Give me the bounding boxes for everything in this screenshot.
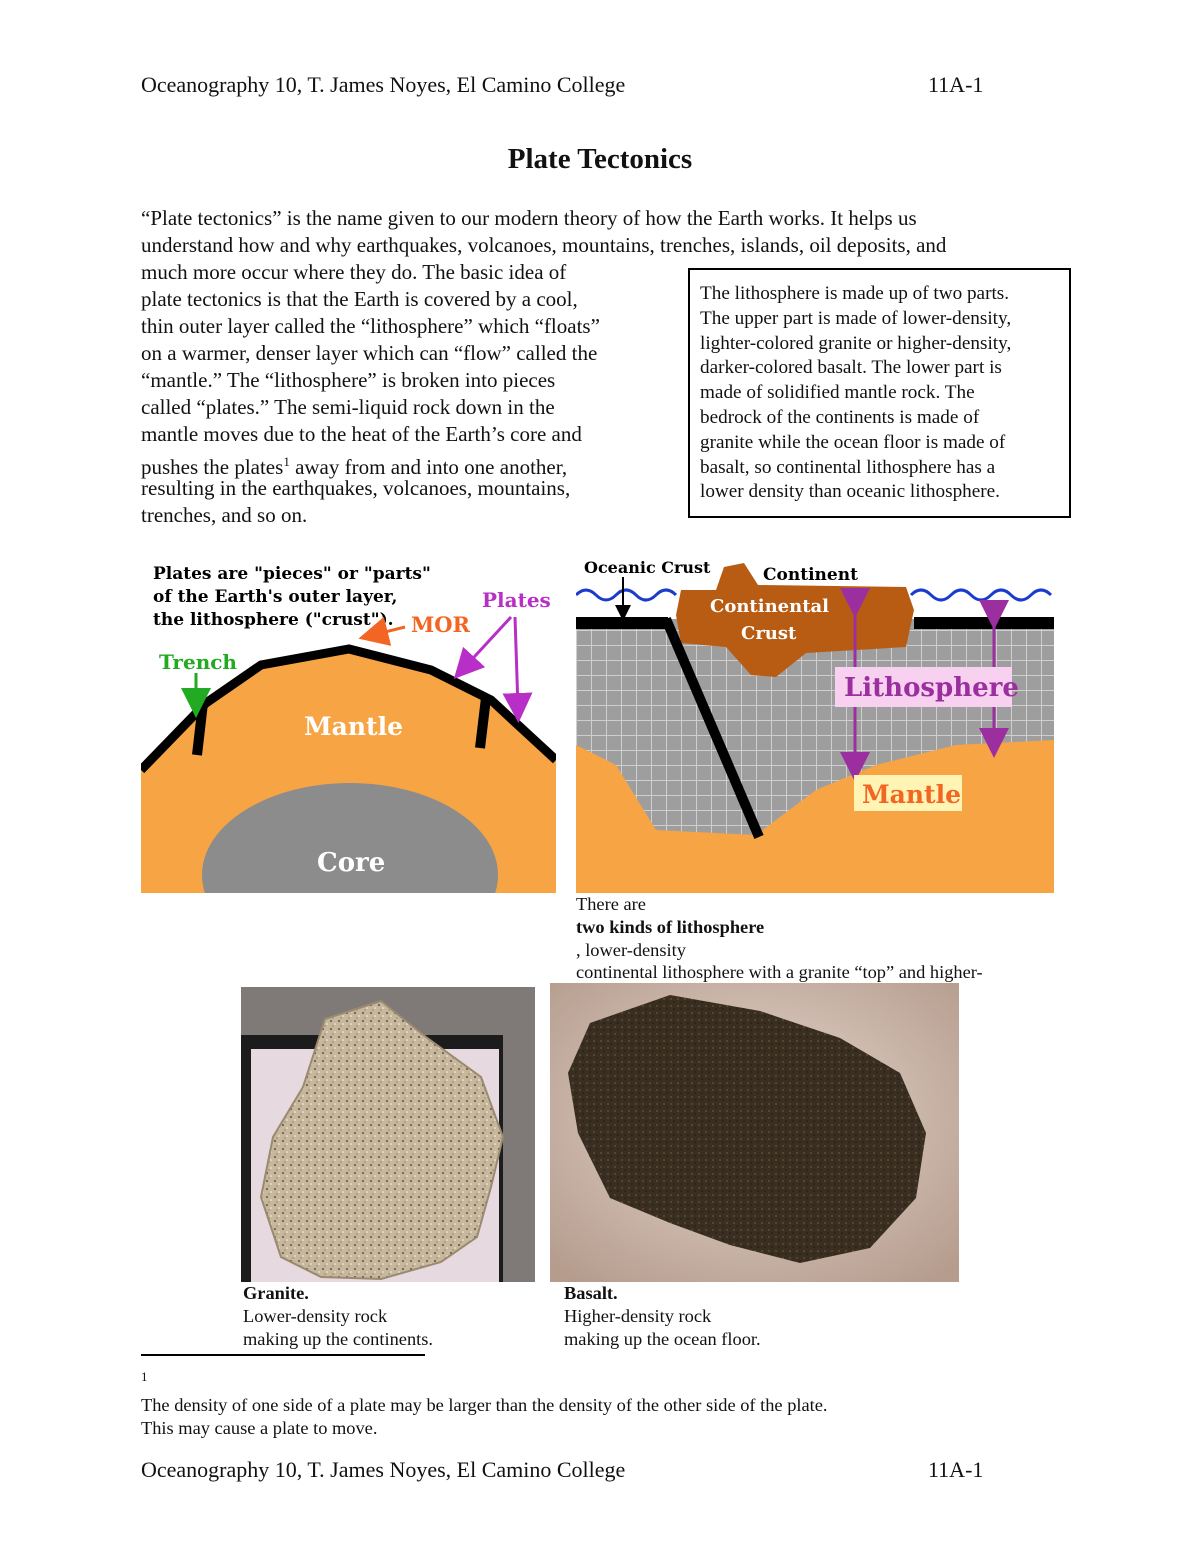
intro-line: on a warmer, denser layer which can “flow” called the bbox=[141, 341, 598, 365]
continental-crust-label-1: Continental bbox=[710, 596, 830, 617]
footnote-divider bbox=[141, 1354, 425, 1356]
intro-line: thin outer layer called the “lithosphere” which “floats” bbox=[141, 314, 600, 338]
sidebox-line: The upper part is made of lower-density, bbox=[700, 307, 1012, 329]
lithosphere-sidebox bbox=[688, 268, 1071, 518]
footnote bbox=[141, 1366, 828, 1440]
sidebox-line: made of solidified mantle rock. The bbox=[700, 382, 975, 404]
plates-note-line: of the Earth's outer layer, bbox=[153, 587, 398, 607]
lithosphere-label: Lithosphere bbox=[844, 673, 1019, 703]
footnote-line: This may cause a plate to move. bbox=[141, 1417, 378, 1438]
core-label: Core bbox=[317, 848, 386, 878]
intro-line: called “plates.” The semi-liquid rock down in the bbox=[141, 395, 555, 419]
caption-line: Granite. Lower-density rock bbox=[243, 1283, 388, 1326]
continental-crust-label-2: Crust bbox=[741, 623, 797, 644]
page-header-course: Oceanography 10, T. James Noyes, El Camino College bbox=[141, 72, 626, 97]
plates-label: Plates bbox=[482, 588, 551, 612]
page-title: Plate Tectonics bbox=[507, 143, 693, 175]
oceanic-crust-label: Oceanic Crust bbox=[584, 558, 711, 577]
mantle-label: Mantle bbox=[862, 780, 961, 809]
intro-line: mantle moves due to the heat of the Earth’s core and bbox=[141, 422, 582, 446]
page-footer-number: 11A-1 bbox=[928, 1457, 984, 1482]
intro-line: resulting in the earthquakes, volcanoes, mountains, bbox=[141, 476, 571, 500]
subducting-plate-right bbox=[480, 698, 486, 748]
caption-line: continental lithosphere with a granite “top” and higher- bbox=[576, 962, 983, 983]
granite-photo bbox=[241, 987, 535, 1282]
granite-caption bbox=[243, 1282, 433, 1350]
sidebox-line: basalt, so continental lithosphere has a bbox=[700, 456, 996, 478]
intro-line: trenches, and so on. bbox=[141, 503, 308, 527]
oceanic-plate-top bbox=[576, 617, 668, 629]
intro-line: understand how and why earthquakes, volcanoes, mountains, trenches, islands, oil deposits, and bbox=[141, 233, 947, 257]
basalt-caption bbox=[564, 1282, 761, 1350]
caption-line: making up the ocean floor. bbox=[564, 1328, 761, 1349]
plates-arrow-1 bbox=[464, 617, 511, 668]
caption-line: making up the continents. bbox=[243, 1328, 434, 1349]
trench-label: Trench bbox=[159, 650, 237, 674]
caption-line: Basalt. Higher-density rock bbox=[564, 1283, 712, 1326]
continental-plate-top bbox=[914, 617, 1054, 629]
caption-line: There are two kinds of lithosphere , lower-density bbox=[576, 894, 765, 960]
plates-note-line: Plates are "pieces" or "parts" bbox=[153, 564, 431, 584]
continent-label: Continent bbox=[763, 565, 858, 585]
mor-label: MOR bbox=[411, 612, 470, 637]
footnote-ref[interactable]: 1 bbox=[283, 454, 290, 469]
intro-line: “mantle.” The “lithosphere” is broken into pieces bbox=[141, 368, 556, 392]
plates-diagram bbox=[141, 555, 556, 893]
page-footer-course: Oceanography 10, T. James Noyes, El Camino College bbox=[141, 1457, 626, 1482]
basalt-photo bbox=[550, 983, 959, 1282]
sidebox-line: lighter-colored granite or higher-density, bbox=[700, 332, 1012, 354]
footnote-line: $^1$ The density of one side of a plate may be larger than the density of the other side of the plate. bbox=[141, 1369, 828, 1415]
sidebox-line: darker-colored basalt. The lower part is bbox=[700, 357, 1002, 379]
page-header-number: 11A-1 bbox=[928, 72, 984, 97]
sidebox-line: granite while the ocean floor is made of bbox=[700, 431, 1006, 453]
intro-line-footnote-ref: pushes the plates$^1$ away from and into one another, bbox=[141, 454, 568, 479]
mantle-label: Mantle bbox=[304, 712, 403, 741]
sidebox-line: bedrock of the continents is made of bbox=[700, 406, 980, 428]
intro-line: much more occur where they do. The basic idea of bbox=[141, 260, 567, 284]
intro-line: “Plate tectonics” is the name given to our modern theory of how the Earth works. It helps us bbox=[141, 206, 917, 230]
plates-note-line: the lithosphere ("crust"). bbox=[153, 610, 394, 630]
plates-arrow-2 bbox=[515, 617, 518, 708]
subducting-plate-left bbox=[197, 703, 203, 755]
intro-line: plate tectonics is that the Earth is covered by a cool, bbox=[141, 287, 578, 311]
sidebox-line: lower density than oceanic lithosphere. bbox=[700, 481, 1000, 503]
sidebox-line: The lithosphere is made up of two parts. bbox=[700, 283, 1010, 304]
lithosphere-diagram bbox=[576, 555, 1054, 893]
